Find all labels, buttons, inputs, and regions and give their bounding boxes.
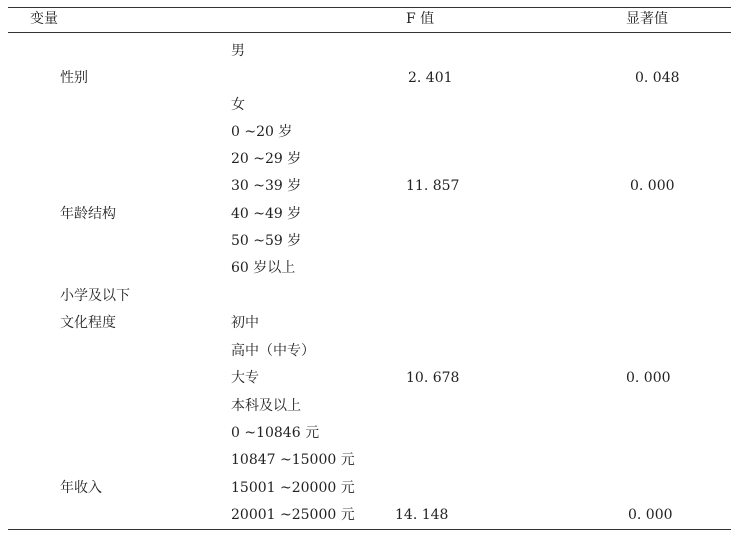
category-cell: 30 ~39 岁: [231, 178, 302, 194]
header-f-value: F 值: [406, 11, 435, 27]
f-value-cell: 14. 148: [395, 507, 449, 523]
significance-cell: 0. 000: [628, 507, 673, 523]
category-cell: 大专: [231, 370, 259, 386]
category-cell: 10847 ~15000 元: [231, 452, 355, 468]
significance-cell: 0. 000: [626, 370, 671, 386]
header-variable: 变量: [30, 11, 58, 27]
significance-cell: 0. 000: [630, 178, 675, 194]
category-cell: 15001 ~20000 元: [231, 480, 355, 496]
category-cell: 小学及以下: [60, 288, 130, 304]
category-cell: 男: [231, 43, 245, 59]
header-significance: 显著值: [626, 11, 668, 27]
category-cell: 20 ~29 岁: [231, 151, 302, 167]
category-cell: 60 岁以上: [231, 260, 296, 276]
variable-cell: 性别: [60, 70, 88, 86]
category-cell: 女: [231, 97, 245, 113]
variable-cell: 年龄结构: [60, 206, 116, 222]
category-cell: 50 ~59 岁: [231, 233, 302, 249]
f-value-cell: 10. 678: [406, 370, 460, 386]
f-value-cell: 11. 857: [406, 178, 460, 194]
variable-cell: 文化程度: [60, 315, 116, 331]
category-cell: 0 ~10846 元: [231, 425, 320, 441]
category-cell: 本科及以上: [231, 398, 301, 414]
category-cell: 0 ~20 岁: [231, 124, 293, 140]
f-value-cell: 2. 401: [408, 70, 453, 86]
category-cell: 初中: [231, 315, 259, 331]
top-rule: [8, 7, 731, 8]
header-rule: [8, 32, 731, 33]
significance-cell: 0. 048: [635, 70, 680, 86]
variable-cell: 年收入: [60, 480, 102, 496]
category-cell: 高中（中专）: [231, 343, 315, 359]
category-cell: 20001 ~25000 元: [231, 507, 355, 523]
category-cell: 40 ~49 岁: [231, 206, 302, 222]
bottom-rule: [8, 529, 731, 530]
